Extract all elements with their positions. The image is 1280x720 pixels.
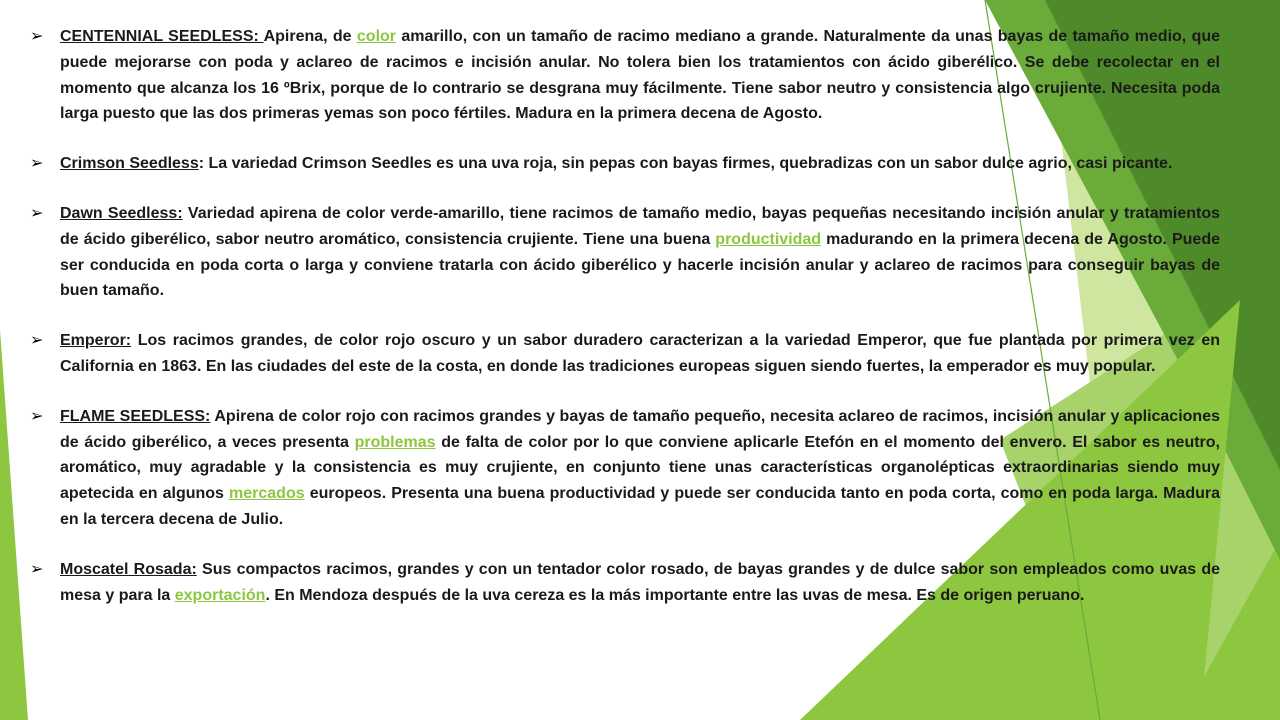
description-text: amarillo, con un tamaño de racimo mediano a grande. Naturalmente da unas bayas de tamaño medio, que puede mejorarse con poda y aclareo de racimos e incisión anular. No tolera bien los tratamientos con ácido giberélico. Se debe recolectar en el momento que alcanza los 16 ºBrix, porque de lo contrario se desgrana muy fácilmente. Tiene sabor neutro y consistencia algo crujiente. Necesita poda larga puesto que las dos primeras yemas son poco fértiles. Madura en la primera decena de Agosto. <box>60 28 1221 123</box>
description-text: Variedad apirena de color verde-amarillo, tiene racimos de tamaño medio, bayas pequeñas necesitando incisión anular y tratamientos de ácido giberélico, sabor neutro aromático, consistencia crujiente. Tiene una buena <box>60 204 1221 248</box>
description-text: de falta de color por lo que conviene aplicarle Etefón en el momento del envero. El sabor es neutro, aromático, muy agradable y la consistencia es muy crujiente, en conjunto tiene unas características organolépticas extraordinarias siendo muy apetecida en algunos <box>60 433 1220 503</box>
list-item-dawn-seedless <box>30 201 1220 304</box>
item-text <box>60 24 1220 127</box>
productividad-link[interactable]: productividad <box>715 230 822 248</box>
item-text <box>60 404 1220 533</box>
exportacion-link[interactable]: exportación <box>174 586 266 604</box>
description-text: . En Mendoza después de la uva cereza es la más importante entre las uvas de mesa. Es de origen peruano. <box>265 586 1085 604</box>
variety-name: FLAME SEEDLESS: <box>60 407 211 425</box>
arrow-bullet-icon: ➢ <box>30 560 44 578</box>
description-text: madurando en la primera decena de Agosto. Puede ser conducida en poda corta o larga y conviene tratarla con ácido giberélico y hacerle incisión anular y aclareo de racimos para conseguir bayas de buen tamaño. <box>60 230 1220 300</box>
description-text: Apirena de color rojo con racimos grandes y bayas de tamaño pequeño, necesita aclareo de racimos, incisión anular y aplicaciones de ácido giberélico, a veces presenta <box>60 407 1220 451</box>
mercados-link[interactable]: mercados <box>229 485 305 503</box>
description-text: europeos. Presenta una buena productividad y puede ser conducida tanto en poda corta, como en poda larga. Madura en la tercera decena de Julio. <box>60 485 1221 528</box>
variety-name: Emperor: <box>60 332 132 350</box>
list-item-moscatel-rosada <box>30 557 1220 609</box>
variety-name: Crimson Seedless <box>60 155 199 173</box>
variety-name: CENTENNIAL SEEDLESS: <box>60 28 264 45</box>
list-item-flame-seedless <box>30 404 1220 533</box>
problemas-link[interactable]: problemas <box>354 433 436 451</box>
arrow-bullet-icon: ➢ <box>30 28 44 45</box>
arrow-bullet-icon: ➢ <box>30 332 44 350</box>
description-text: Sus compactos racimos, grandes y con un tentador color rosado, de bayas grandes y de dulce sabor son empleados como uvas de mesa y para la <box>60 560 1221 604</box>
arrow-bullet-icon: ➢ <box>30 204 44 222</box>
color-link[interactable]: color <box>356 28 397 45</box>
item-text <box>60 328 1220 380</box>
list-item-crimson-seedless <box>30 151 1220 177</box>
description-text: Apirena, de <box>263 28 357 45</box>
item-text <box>60 201 1220 304</box>
list-item-centennial-seedless <box>30 24 1220 127</box>
arrow-bullet-icon: ➢ <box>30 407 44 425</box>
list-item-emperor <box>30 328 1220 380</box>
variety-name: Dawn Seedless: <box>60 204 183 222</box>
description-text: Los racimos grandes, de color rojo oscuro y un sabor duradero caracterizan a la variedad Emperor, que fue plantada por primera vez en California en 1863. En las ciudades del este de la costa, en donde las tradiciones europeas siguen siendo fuertes, la emperador es muy popular. <box>60 332 1220 375</box>
item-text <box>60 557 1220 609</box>
description-text: : La variedad Crimson Seedles es una uva roja, sin pepas con bayas firmes, quebradizas con un sabor dulce agrio, casi picante. <box>198 155 1173 173</box>
left-accent-strip <box>0 330 28 720</box>
item-text <box>60 151 1220 177</box>
arrow-bullet-icon: ➢ <box>30 155 44 173</box>
grape-varieties-list <box>30 24 1220 632</box>
variety-name: Moscatel Rosada: <box>60 560 197 578</box>
